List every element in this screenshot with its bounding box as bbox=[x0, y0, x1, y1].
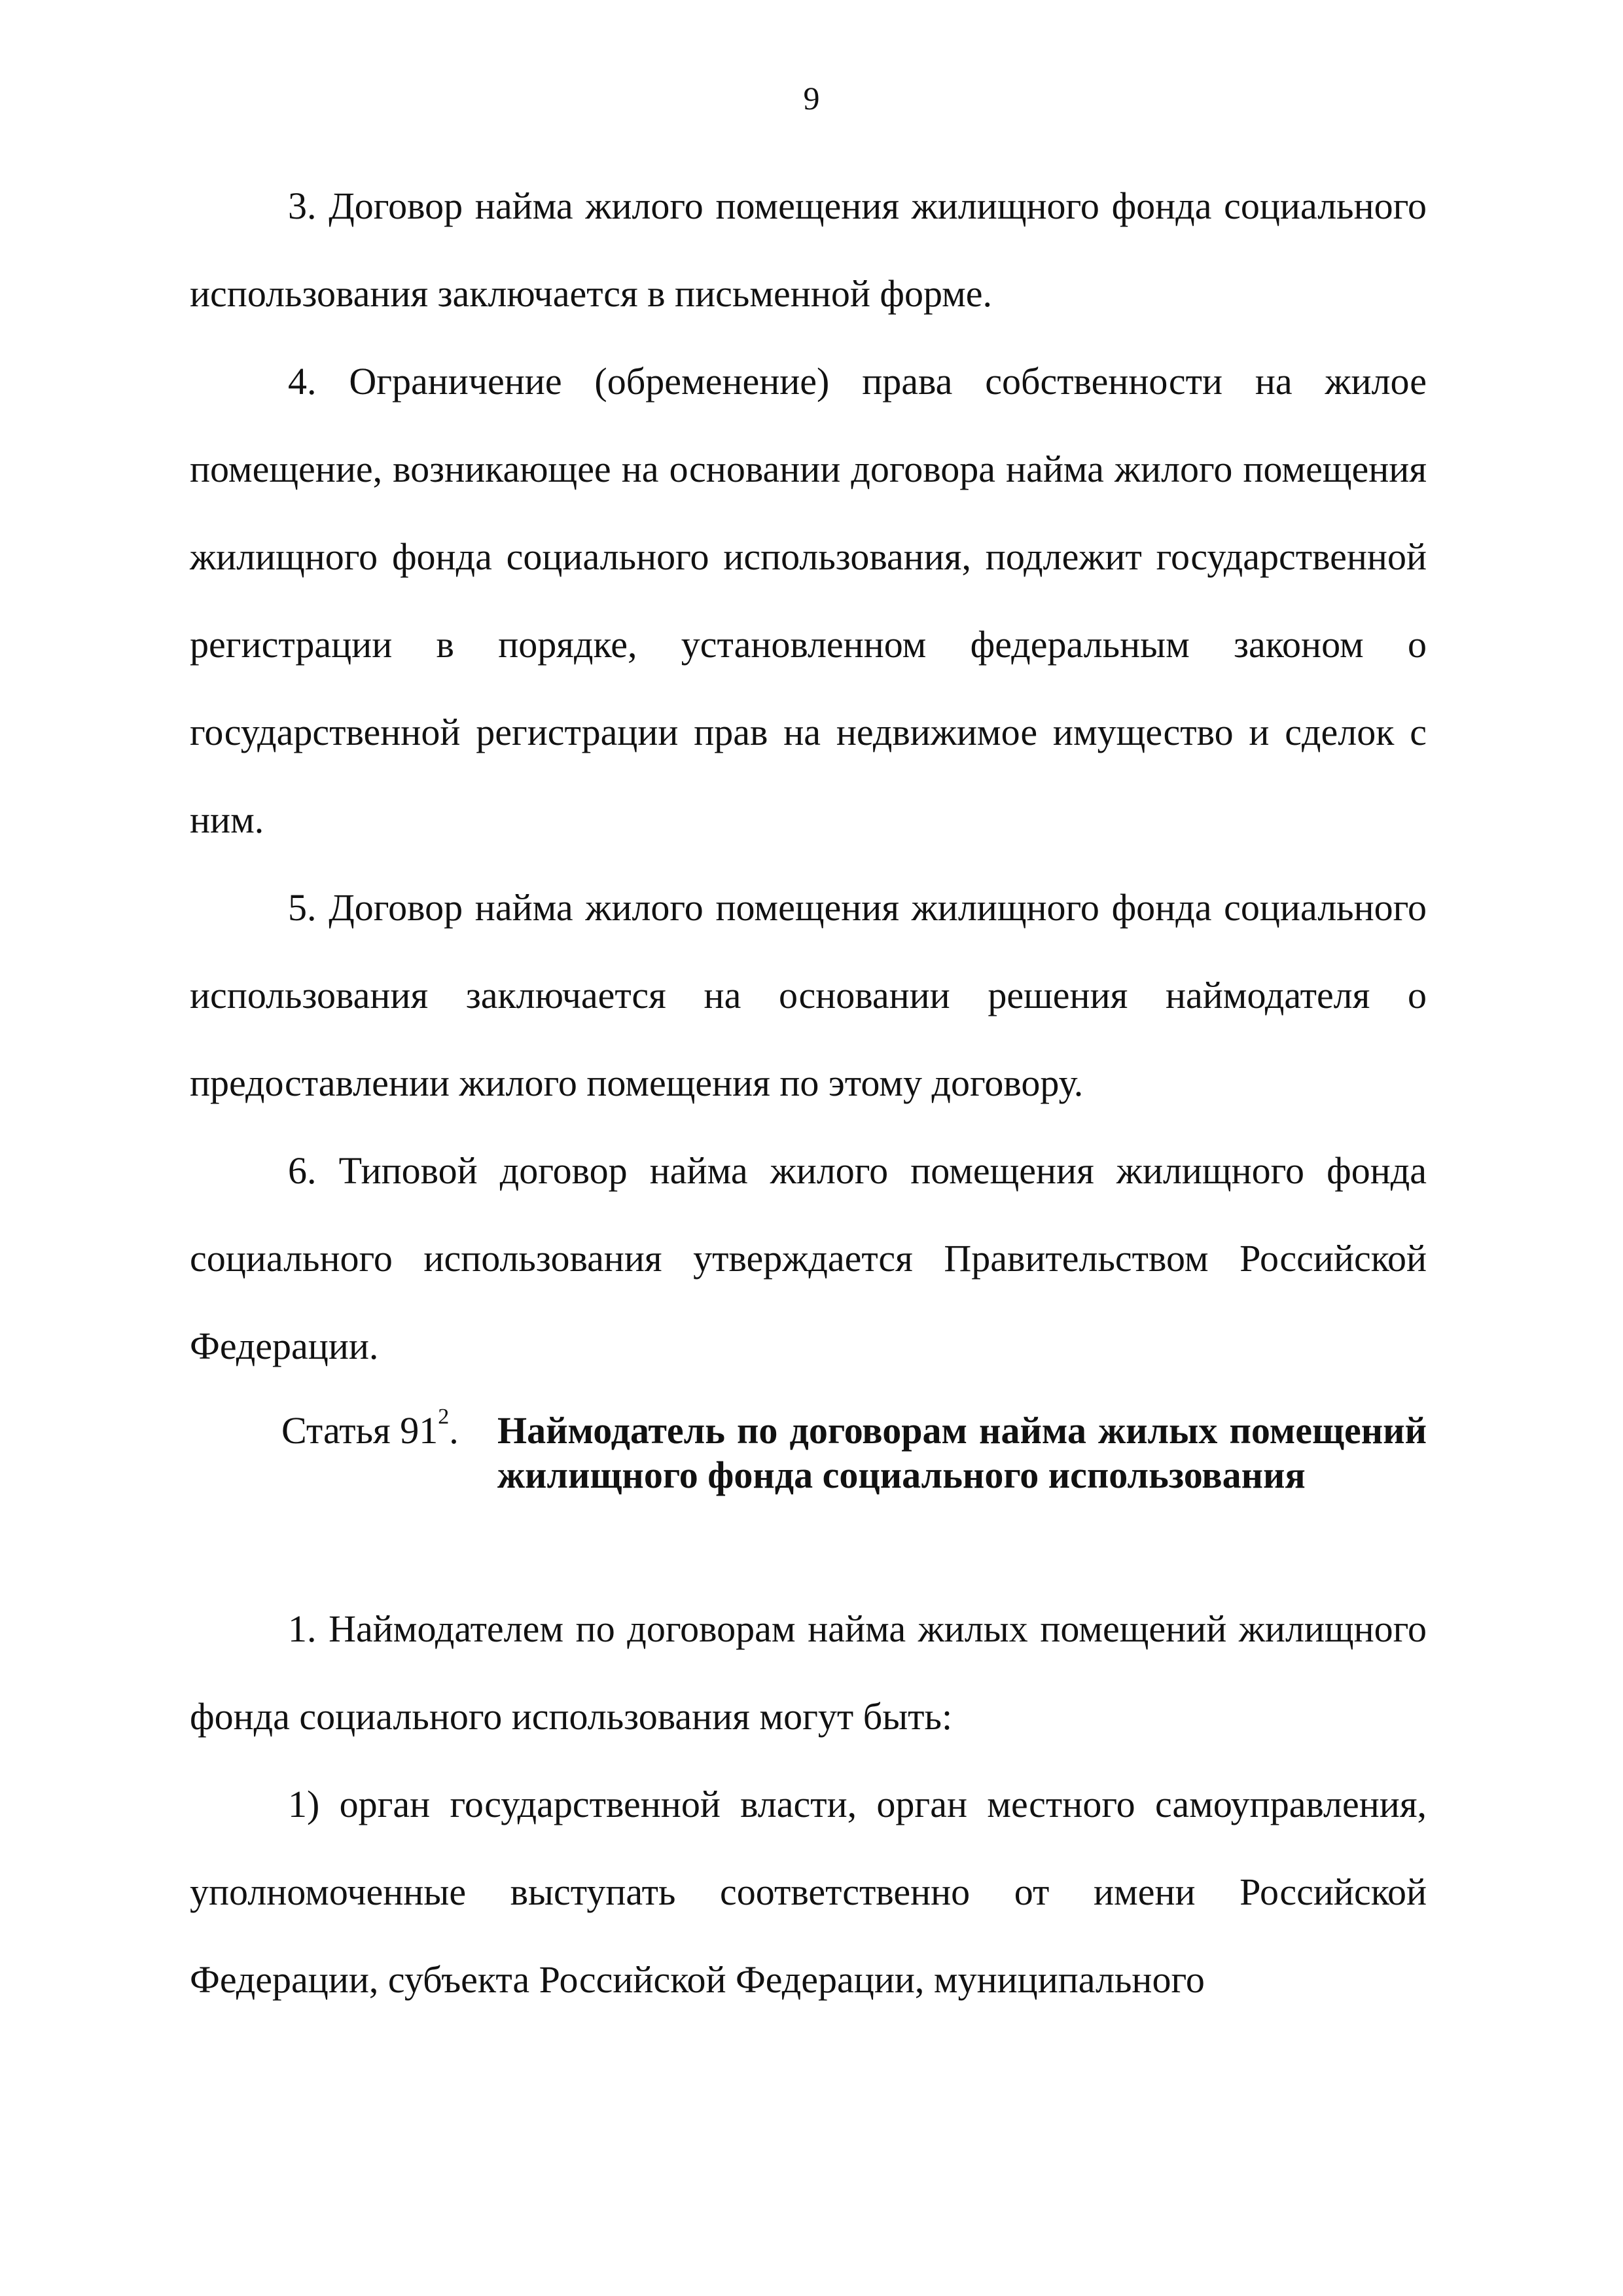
page-number: 9 bbox=[803, 80, 820, 117]
paragraph-4: 4. Ограничение (обременение) права собственности на жилое помещение, возникающее на основании договора найма жилого помещения жилищного фонда социального использования, подлежит государственной регистрации в порядке, установленном федеральным законом о государственной регистрации прав на недвижимое имущество и сделок с ним. bbox=[190, 360, 1427, 841]
article-title: Наймодатель по договорам найма жилых помещений жилищного фонда социального использования bbox=[497, 1409, 1427, 1496]
article-number bbox=[281, 1405, 459, 1453]
article-heading bbox=[190, 1405, 1427, 1585]
paragraph-1: 1. Наймодателем по договорам найма жилых помещений жилищного фонда социального использования могут быть: bbox=[190, 1607, 1427, 1738]
paragraph-6: 6. Типовой договор найма жилого помещения жилищного фонда социального использования утверждается Правительством Российской Федерации. bbox=[190, 1149, 1427, 1367]
paragraph-3: 3. Договор найма жилого помещения жилищного фонда социального использования заключается в письменной форме. bbox=[190, 185, 1427, 315]
paragraph-5: 5. Договор найма жилого помещения жилищного фонда социального использования заключается на основании решения наймодателя о предоставлении жилого помещения по этому договору. bbox=[190, 886, 1427, 1104]
article-label-suffix: . bbox=[449, 1409, 459, 1452]
paragraph-1-item-1: 1) орган государственной власти, орган местного самоуправления, уполномоченные выступать соответственно от имени Российской Федерации, субъекта Российской Федерации, муниципального bbox=[190, 1783, 1427, 2001]
article-superscript: 2 bbox=[438, 1405, 450, 1429]
article-label-text: Статья 91 bbox=[281, 1409, 438, 1452]
document-body bbox=[190, 162, 1427, 2024]
